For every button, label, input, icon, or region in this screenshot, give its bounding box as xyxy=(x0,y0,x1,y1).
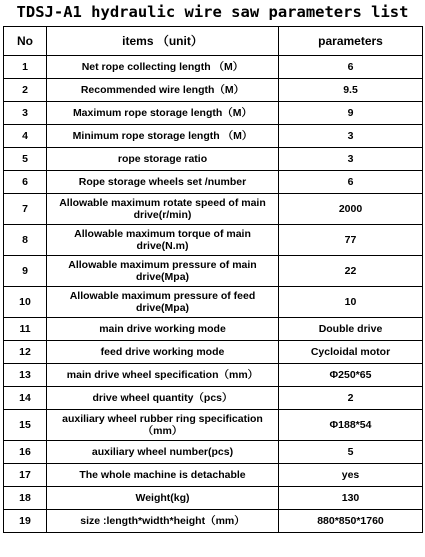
row-number: 10 xyxy=(4,287,47,318)
row-value: 3 xyxy=(279,125,423,148)
row-number: 14 xyxy=(4,387,47,410)
row-number: 5 xyxy=(4,148,47,171)
row-value: 22 xyxy=(279,256,423,287)
table-row xyxy=(4,56,423,79)
row-value: 9 xyxy=(279,102,423,125)
row-value: 6 xyxy=(279,56,423,79)
table-row xyxy=(4,410,423,441)
table-row xyxy=(4,125,423,148)
row-value: Double drive xyxy=(279,318,423,341)
row-number: 19 xyxy=(4,510,47,533)
row-value: 880*850*1760 xyxy=(279,510,423,533)
row-value: 3 xyxy=(279,148,423,171)
table-row xyxy=(4,171,423,194)
row-item: feed drive working mode xyxy=(47,341,279,364)
table-row xyxy=(4,256,423,287)
row-number: 13 xyxy=(4,364,47,387)
table-row xyxy=(4,464,423,487)
row-item: size :length*width*height（mm） xyxy=(47,510,279,533)
row-value: yes xyxy=(279,464,423,487)
row-item: Minimum rope storage length （M） xyxy=(47,125,279,148)
row-value: Φ250*65 xyxy=(279,364,423,387)
row-number: 3 xyxy=(4,102,47,125)
row-value: Cycloidal motor xyxy=(279,341,423,364)
row-item: auxiliary wheel number(pcs) xyxy=(47,441,279,464)
row-number: 9 xyxy=(4,256,47,287)
row-value: 77 xyxy=(279,225,423,256)
row-number: 15 xyxy=(4,410,47,441)
row-item: Allowable maximum torque of main drive(N.m) xyxy=(47,225,279,256)
row-item: Weight(kg) xyxy=(47,487,279,510)
table-row xyxy=(4,487,423,510)
row-value: 6 xyxy=(279,171,423,194)
row-item: Rope storage wheels set /number xyxy=(47,171,279,194)
row-item: Allowable maximum rotate speed of main drive(r/min) xyxy=(47,194,279,225)
row-value: 9.5 xyxy=(279,79,423,102)
table-row xyxy=(4,318,423,341)
row-number: 18 xyxy=(4,487,47,510)
table-row xyxy=(4,102,423,125)
row-number: 11 xyxy=(4,318,47,341)
row-number: 16 xyxy=(4,441,47,464)
row-item: drive wheel quantity（pcs） xyxy=(47,387,279,410)
table-row xyxy=(4,510,423,533)
row-value: 2000 xyxy=(279,194,423,225)
table-row xyxy=(4,148,423,171)
row-item: Net rope collecting length （M） xyxy=(47,56,279,79)
parameters-table xyxy=(3,26,423,533)
row-item: Allowable maximum pressure of main drive(Mpa) xyxy=(47,256,279,287)
table-row xyxy=(4,341,423,364)
table-row xyxy=(4,225,423,256)
row-number: 1 xyxy=(4,56,47,79)
table-row xyxy=(4,287,423,318)
row-item: auxiliary wheel rubber ring specification（mm） xyxy=(47,410,279,441)
row-item: Maximum rope storage length（M） xyxy=(47,102,279,125)
row-value: 5 xyxy=(279,441,423,464)
row-number: 7 xyxy=(4,194,47,225)
row-value: 130 xyxy=(279,487,423,510)
row-item: main drive wheel specification（mm） xyxy=(47,364,279,387)
table-row xyxy=(4,441,423,464)
row-number: 12 xyxy=(4,341,47,364)
row-value: 10 xyxy=(279,287,423,318)
header-parameters: parameters xyxy=(279,27,423,56)
row-number: 8 xyxy=(4,225,47,256)
row-value: Φ188*54 xyxy=(279,410,423,441)
row-number: 17 xyxy=(4,464,47,487)
row-item: Recommended wire length（M） xyxy=(47,79,279,102)
row-number: 6 xyxy=(4,171,47,194)
header-no: No xyxy=(4,27,47,56)
table-header-row xyxy=(4,27,423,56)
table-row xyxy=(4,194,423,225)
row-item: Allowable maximum pressure of feed drive(Mpa) xyxy=(47,287,279,318)
table-row xyxy=(4,387,423,410)
row-item: rope storage ratio xyxy=(47,148,279,171)
row-value: 2 xyxy=(279,387,423,410)
document-title: TDSJ-A1 hydraulic wire saw parameters list xyxy=(16,3,409,21)
header-items: items （unit） xyxy=(47,27,279,56)
table-row xyxy=(4,79,423,102)
row-item: The whole machine is detachable xyxy=(47,464,279,487)
row-number: 4 xyxy=(4,125,47,148)
row-number: 2 xyxy=(4,79,47,102)
row-item: main drive working mode xyxy=(47,318,279,341)
table-row xyxy=(4,364,423,387)
